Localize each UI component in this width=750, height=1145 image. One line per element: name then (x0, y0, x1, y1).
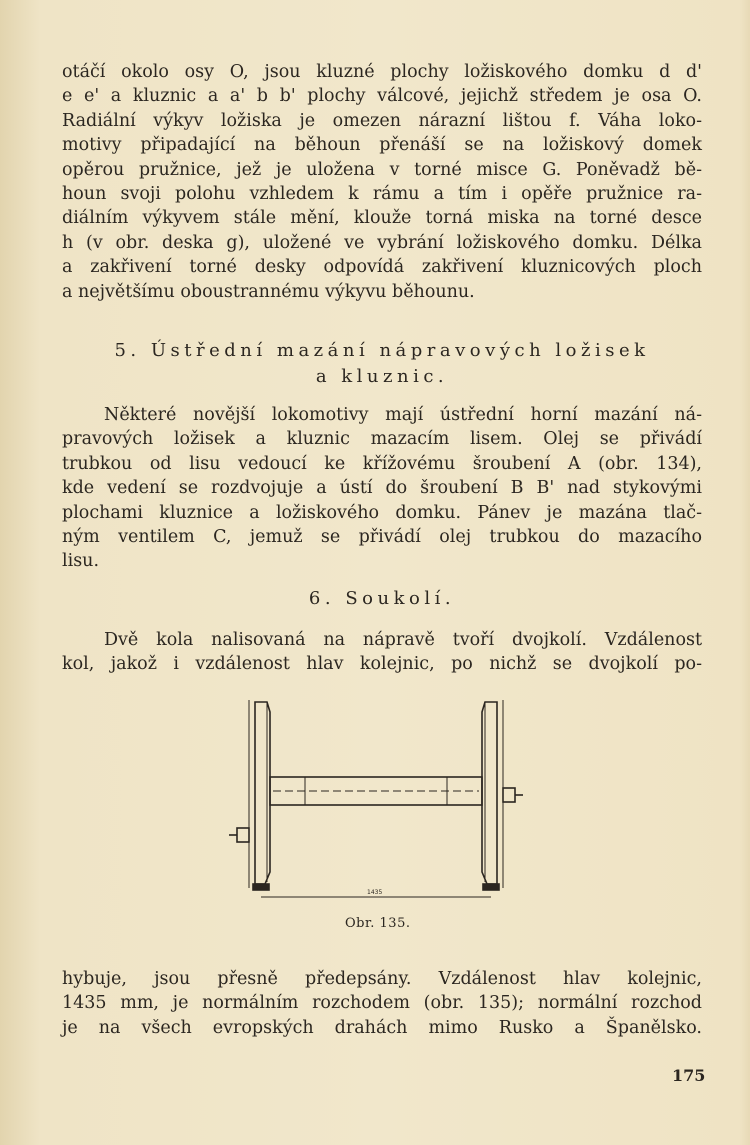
paragraph-gauge (62, 967, 702, 1040)
text-line: e e' a kluznic a a' b b' plochy válcové, jejichž středem je osa O. (62, 86, 702, 107)
text-line: pravových ložisek a kluznic mazacím lisem. Olej se přivádí (62, 429, 702, 450)
page-number: 175 (672, 1066, 706, 1085)
text-line: opěrou pružnice, jež je uložena v torné misce G. Poněvadž bě- (62, 159, 702, 180)
section-heading-5 (62, 338, 702, 390)
text-line: a zakřivení torné desky odpovídá zakřivení kluznicových ploch (62, 257, 702, 278)
text-line: Radiální výkyv ložiska je omezen nárazní lištou f. Váha loko- (62, 110, 702, 131)
section-heading-6 (62, 586, 702, 612)
text-line: kde vedení se rozdvojuje a ústí do šroubení B B' nad stykovými (62, 478, 702, 499)
text-line: trubkou od lisu vedoucí ke křížovému šroubení A (obr. 134), (62, 453, 702, 474)
right-rail-head (483, 884, 499, 890)
left-axle-journal (237, 828, 249, 842)
text-line: 1435 mm, je normálním rozchodem (obr. 135); normální rozchod (62, 993, 702, 1014)
text-line: kol, jakož i vzdálenost hlav kolejnic, po nichž se dvojkolí po- (62, 654, 702, 675)
text-line: motivy připadající na běhoun přenáší se na ložiskový domek (62, 135, 702, 156)
left-wheel-outline (255, 702, 270, 884)
right-wheel-outline (482, 702, 497, 884)
text-line: diálním výkyvem stále mění, klouže torná miska na torné desce (62, 208, 702, 229)
text-line: houn svoji polohu vzhledem k rámu a tím i opěře pružnice ra- (62, 184, 702, 205)
figure-caption: Obr. 135. (345, 916, 411, 931)
paragraph-bearing-description (62, 60, 702, 304)
heading-line: 6. Soukolí. (308, 588, 456, 609)
text-line: Dvě kola nalisovaná na nápravě tvoří dvojkolí. Vzdálenost (104, 630, 702, 650)
gauge-dimension-label: 1435 (367, 889, 383, 896)
text-line: lisu. (62, 551, 100, 572)
text-line: ným ventilem C, jemuž se přivádí olej trubkou do mazacího (62, 527, 702, 548)
text-line: h (v obr. deska g), uložené ve vybrání ložiskového domku. Délka (62, 232, 702, 253)
text-line: plochami kluznice a ložiskového domku. Pánev je mazána tlač- (62, 502, 702, 523)
text-line: a největšímu oboustrannému výkyvu běhounu. (62, 281, 475, 302)
heading-line: 5. Ústřední mazání nápravových ložisek (114, 340, 650, 361)
text-line: je na všech evropských drahách mimo Rusko a Španělsko. (62, 1017, 702, 1038)
left-rail-head (253, 884, 269, 890)
wheelset-diagram (215, 692, 535, 912)
right-axle-journal (503, 788, 515, 802)
text-line: Některé novější lokomotivy mají ústřední horní mazání ná- (104, 405, 702, 425)
text-line: hybuje, jsou přesně předepsány. Vzdálenost hlav kolejnic, (62, 969, 702, 989)
paragraph-wheelset (62, 628, 702, 677)
text-line: otáčí okolo osy O, jsou kluzné plochy ložiskového domku d d' (62, 62, 702, 82)
paragraph-central-lubrication (62, 403, 702, 574)
heading-line: a kluznic. (315, 366, 449, 387)
